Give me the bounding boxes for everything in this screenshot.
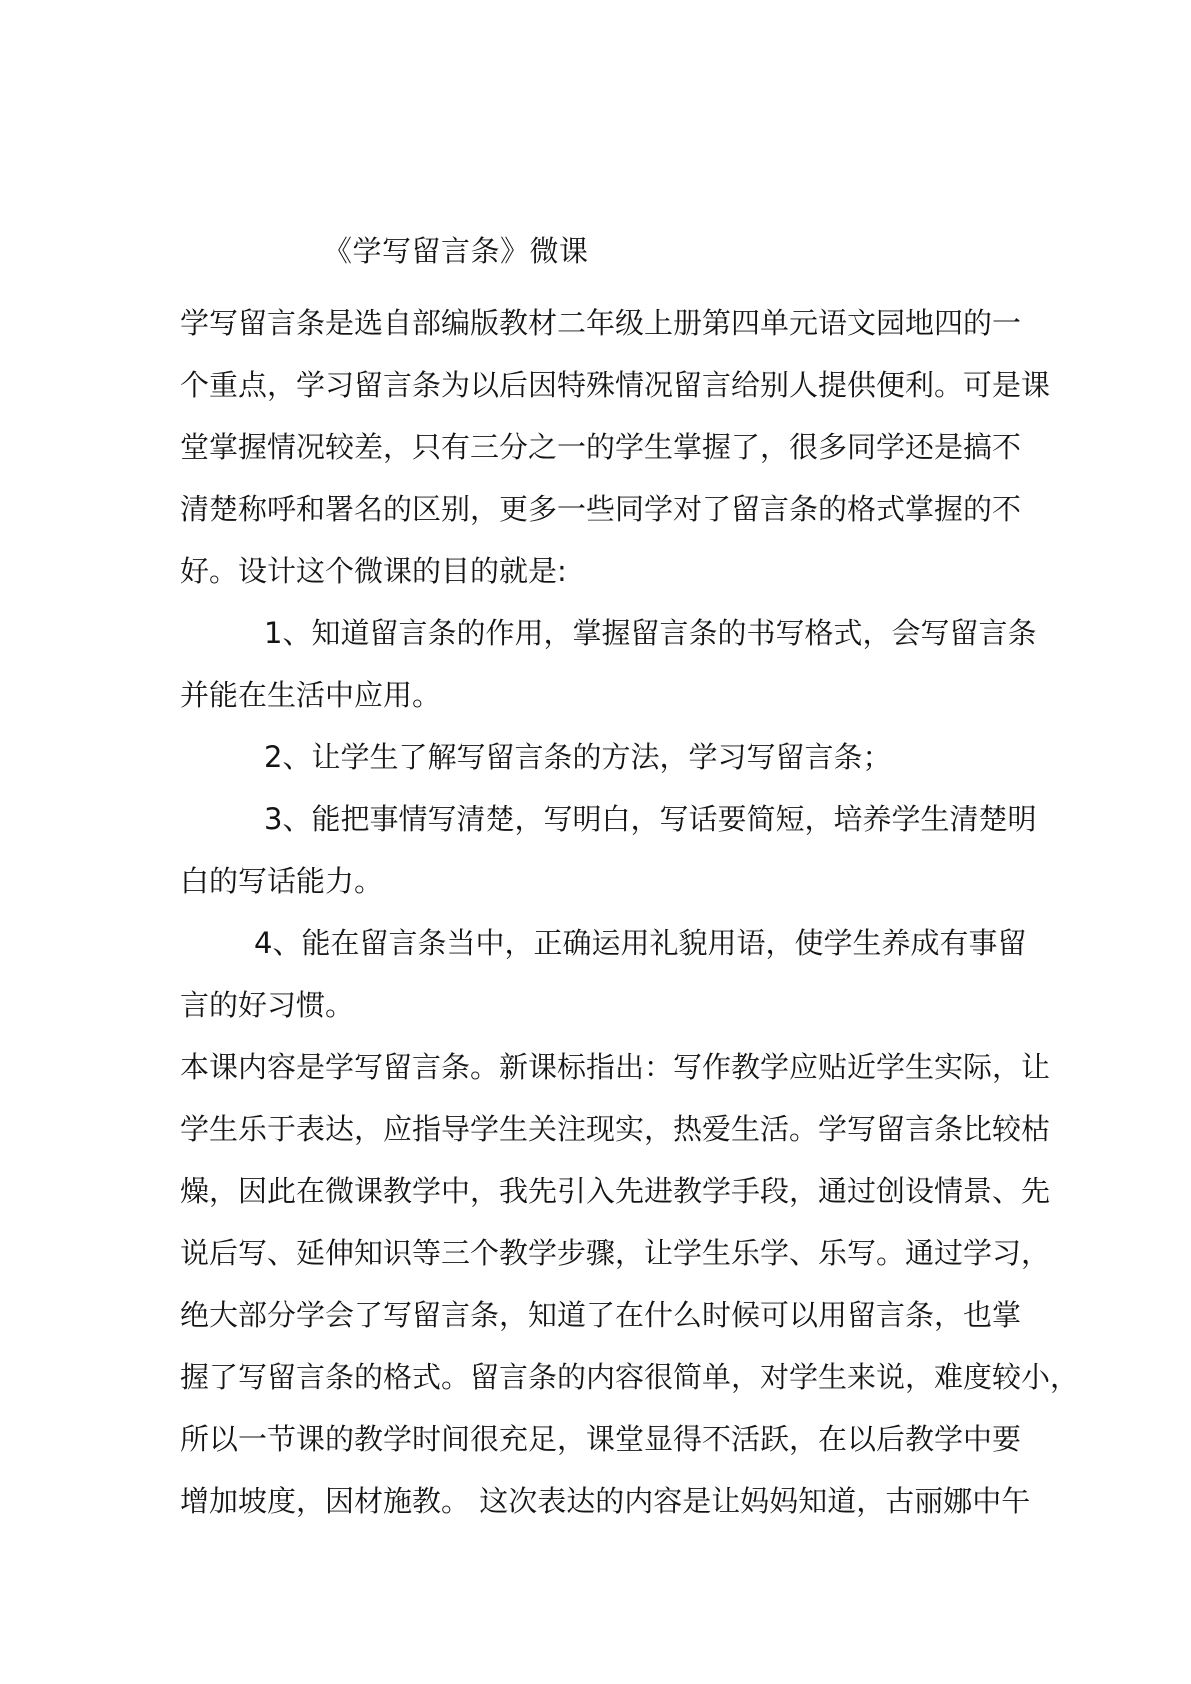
objective-item-3: 3、能把事情写清楚，写明白，写话要简短，培养学生清楚明 (264, 802, 1037, 836)
paragraph-line: 学生乐于表达，应指导学生关注现实，热爱生活。学写留言条比较枯 (180, 1112, 1051, 1146)
paragraph-line: 清楚称呼和署名的区别，更多一些同学对了留言条的格式掌握的不 (180, 492, 1022, 526)
document-title: 《学写留言条》微课 (323, 234, 589, 268)
paragraph-line: 绝大部分学会了写留言条，知道了在什么时候可以用留言条，也掌 (180, 1298, 1022, 1332)
paragraph-line: 燥，因此在微课教学中，我先引入先进教学手段，通过创设情景、先 (180, 1174, 1051, 1208)
paragraph-line: 好。设计这个微课的目的就是: (180, 554, 567, 588)
paragraph-line: 个重点，学习留言条为以后因特殊情况留言给别人提供便利。可是课 (180, 368, 1051, 402)
paragraph-line: 增加坡度，因材施教。 这次表达的内容是让妈妈知道，古丽娜中午 (180, 1484, 1031, 1518)
paragraph-line: 学写留言条是选自部编版教材二年级上册第四单元语文园地四的一 (180, 306, 1022, 340)
paragraph-line: 所以一节课的教学时间很充足，课堂显得不活跃，在以后教学中要 (180, 1422, 1022, 1456)
objective-item-4: 4、能在留言条当中，正确运用礼貌用语，使学生养成有事留 (254, 926, 1027, 960)
paragraph-line: 堂掌握情况较差，只有三分之一的学生掌握了，很多同学还是搞不 (180, 430, 1022, 464)
objective-item-1: 1、知道留言条的作用，掌握留言条的书写格式，会写留言条 (264, 616, 1037, 650)
paragraph-line: 白的写话能力。 (180, 864, 384, 898)
paragraph-line: 握了写留言条的格式。留言条的内容很简单，对学生来说，难度较小， (180, 1360, 1080, 1394)
objective-item-2: 2、让学生了解写留言条的方法，学习写留言条； (264, 740, 892, 774)
paragraph-line: 并能在生活中应用。 (180, 678, 442, 712)
paragraph-line: 本课内容是学写留言条。新课标指出：写作教学应贴近学生实际，让 (180, 1050, 1051, 1084)
paragraph-line: 言的好习惯。 (180, 988, 355, 1022)
document-body (180, 292, 1080, 1532)
paragraph-line: 说后写、延伸知识等三个教学步骤，让学生乐学、乐写。通过学习， (180, 1236, 1051, 1270)
